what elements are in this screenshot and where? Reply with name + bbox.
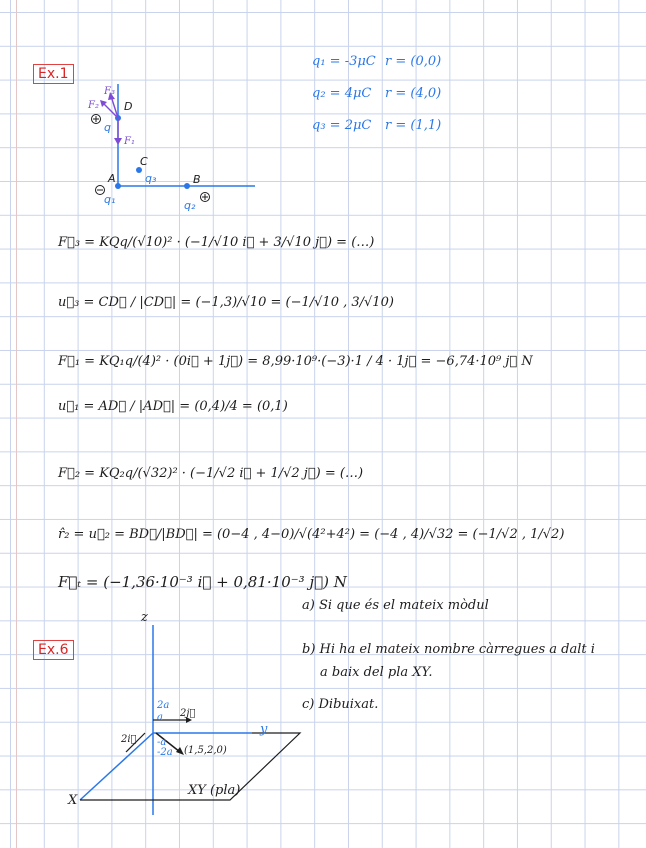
mark-neg-a: -a [157, 737, 167, 748]
equation-r2: r̂₂ = u⃗₂ = BD⃗/|BD⃗| = (0−4 , 4−0)/√(4²+4²) = (−4 , 4)/√32 = (−1/√2 , 1/√2) [58, 527, 565, 542]
label-q1: q₁ [104, 193, 116, 206]
charge-q1: q₁ = -3μC [312, 54, 376, 69]
label-f1: F₁ [124, 136, 135, 147]
charge-r1: r = (0,0) [385, 54, 442, 69]
mark-2a: 2a [157, 700, 170, 711]
exercise-6-label: Ex.6 [33, 640, 74, 660]
label-c: C [140, 155, 148, 168]
equation-f3: F⃗₃ = KQq/(√10)² · (−1/√10 i⃗ + 3/√10 j⃗) = (…) [58, 235, 375, 250]
charge-q2: q₂ = 4μC [312, 86, 372, 101]
mark-a: a [157, 712, 163, 723]
answer-a: a) Si que és el mateix mòdul [302, 598, 489, 613]
label-f2: F₂ [88, 100, 99, 111]
equation-u3: u⃗₃ = CD⃗ / |CD⃗| = (−1,3)/√10 = (−1/√10 , 3/√10) [58, 295, 394, 310]
vector-2j-label: 2j⃗ [180, 708, 196, 719]
charge-r2: r = (4,0) [385, 86, 442, 101]
charge-r3: r = (1,1) [385, 118, 442, 133]
mark-neg-2a: -2a [157, 747, 173, 758]
equation-ft: F⃗ₜ = (−1,36·10⁻³ i⃗ + 0,81·10⁻³ j⃗) N [58, 573, 347, 591]
label-q2: q₂ [184, 199, 196, 212]
axis-z-label: z [141, 610, 148, 625]
exercise-1-label: Ex.1 [33, 64, 74, 84]
axis-y-label: y [260, 722, 268, 737]
point-label: (1,5,2,0) [184, 745, 227, 756]
equation-f1: F⃗₁ = KQ₁q/(4)² · (0i⃗ + 1j⃗) = 8,99·10⁹·(−3)·1 / 4 · 1j⃗ = −6,74·10⁹ j⃗ N [58, 354, 533, 369]
vector-2i-label: 2i⃗ [121, 734, 137, 745]
equation-u1: u⃗₁ = AD⃗ / |AD⃗| = (0,4)/4 = (0,1) [58, 399, 288, 414]
label-f3: F₃ [104, 86, 115, 97]
plane-label: XY (pla) [188, 783, 241, 798]
label-b: B [193, 173, 201, 186]
charge-q3: q₃ = 2μC [312, 118, 372, 133]
label-a: A [108, 172, 116, 185]
answer-b-line2: a baix del pla XY. [320, 665, 433, 680]
label-d: D [124, 100, 133, 113]
label-q: q [104, 121, 111, 134]
axis-x-label: X [68, 793, 78, 808]
answer-b-line1: b) Hi ha el mateix nombre càrregues a dalt i [302, 642, 595, 657]
equation-f2: F⃗₂ = KQ₂q/(√32)² · (−1/√2 i⃗ + 1/√2 j⃗) = (…) [58, 466, 364, 481]
answer-c: c) Dibuixat. [302, 697, 379, 712]
x-axis [80, 733, 153, 800]
label-q3: q₃ [145, 172, 157, 185]
